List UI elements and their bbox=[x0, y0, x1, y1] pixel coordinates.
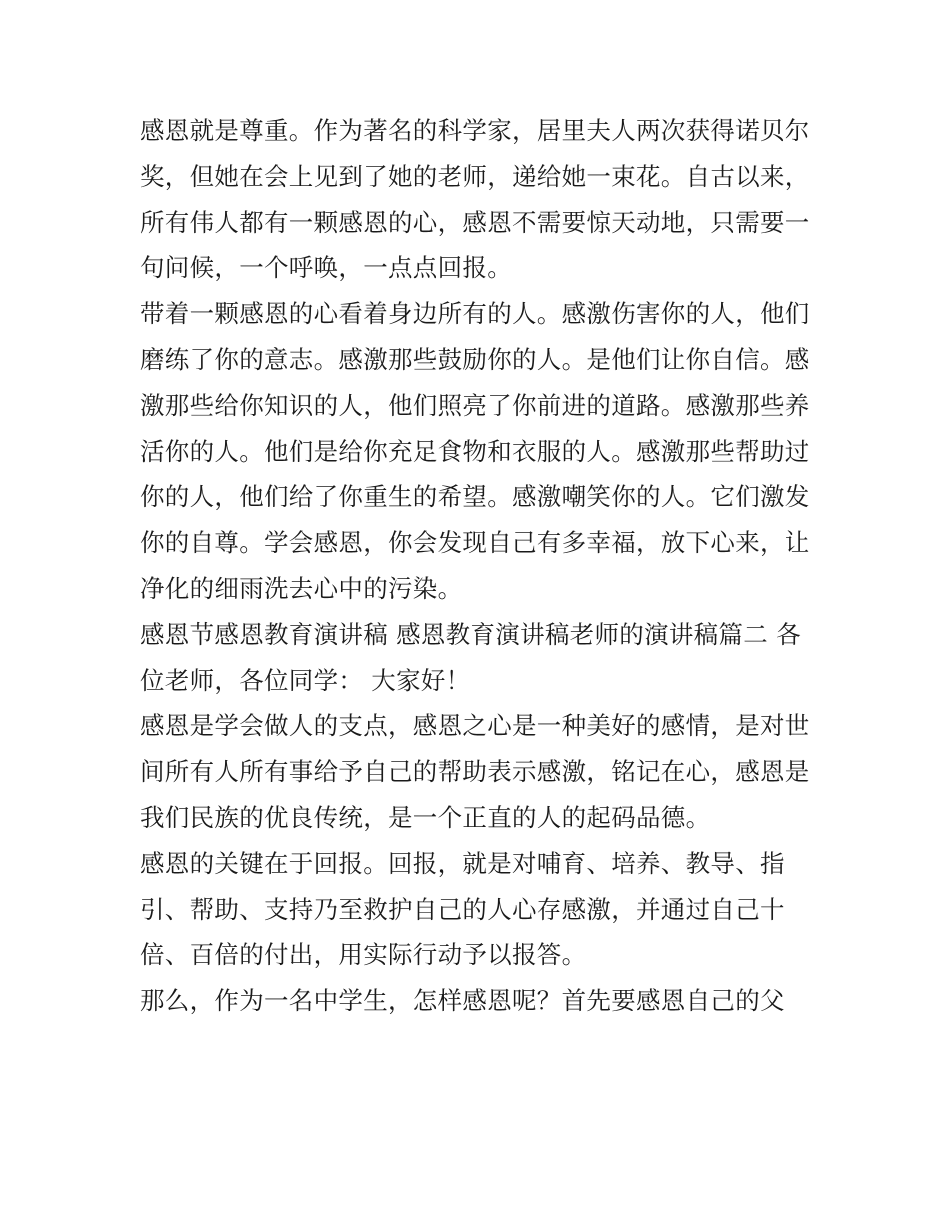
text-line: 带着一颗感恩的心看着身边所有的人。感激伤害你的人，他们 bbox=[140, 299, 810, 329]
text-line: 位老师，各位同学： 大家好！ bbox=[140, 665, 471, 695]
text-line: 感恩的关键在于回报。回报，就是对哺育、培养、教导、指 bbox=[140, 848, 785, 878]
text-line: 所有伟人都有一颗感恩的心，感恩不需要惊天动地，只需要一 bbox=[140, 207, 810, 237]
text-line: 你的人，他们给了你重生的希望。感激嘲笑你的人。它们激发 bbox=[140, 482, 810, 512]
text-line: 磨练了你的意志。感激那些鼓励你的人。是他们让你自信。感 bbox=[140, 344, 810, 374]
text-line: 净化的细雨洗去心中的污染。 bbox=[140, 573, 463, 603]
text-line: 引、帮助、支持乃至救护自己的人心存感激，并通过自己十 bbox=[140, 894, 785, 924]
paragraph-5 bbox=[140, 841, 820, 978]
text-line: 间所有人所有事给予自己的帮助表示感激，铭记在心，感恩是 bbox=[140, 757, 810, 787]
paragraph-4 bbox=[140, 703, 820, 840]
text-line: 激那些给你知识的人，他们照亮了你前进的道路。感激那些养 bbox=[140, 390, 810, 420]
text-line: 你的自尊。学会感恩，你会发现自己有多幸福，放下心来，让 bbox=[140, 528, 810, 558]
text-line: 句问候，一个呼唤，一点点回报。 bbox=[140, 253, 512, 283]
paragraph-3 bbox=[140, 612, 820, 704]
paragraph-2 bbox=[140, 291, 820, 612]
text-line: 那么，作为一名中学生，怎样感恩呢？首先要感恩自己的父 bbox=[140, 986, 785, 1016]
paragraph-6 bbox=[140, 978, 820, 1024]
text-line: 我们民族的优良传统，是一个正直的人的起码品德。 bbox=[140, 802, 711, 832]
text-line: 感恩节感恩教育演讲稿 感恩教育演讲稿老师的演讲稿篇二 各 bbox=[140, 619, 801, 649]
document-body bbox=[140, 108, 820, 1024]
text-line: 奖，但她在会上见到了她的老师，递给她一束花。自古以来， bbox=[140, 161, 810, 191]
text-line: 感恩是学会做人的支点，感恩之心是一种美好的感情，是对世 bbox=[140, 711, 810, 741]
paragraph-1 bbox=[140, 108, 820, 291]
text-line: 感恩就是尊重。作为著名的科学家，居里夫人两次获得诺贝尔 bbox=[140, 116, 810, 145]
text-line: 活你的人。他们是给你充足食物和衣服的人。感激那些帮助过 bbox=[140, 436, 810, 466]
text-line: 倍、百倍的付出，用实际行动予以报答。 bbox=[140, 940, 587, 970]
